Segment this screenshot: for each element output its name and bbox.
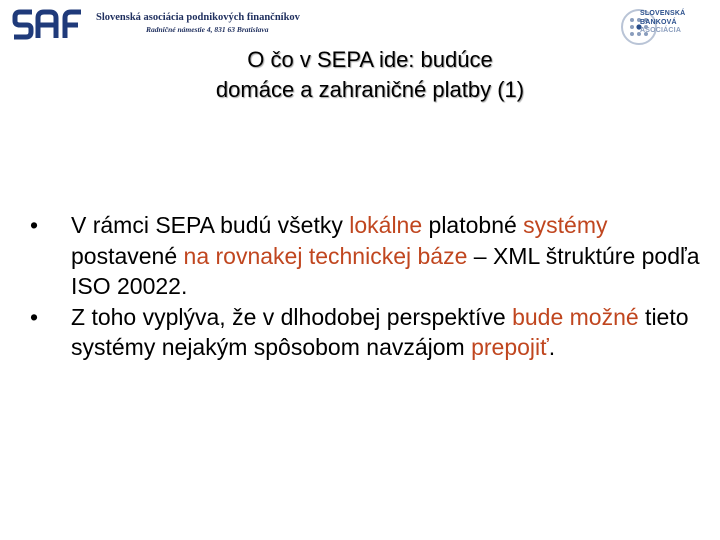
- bank-association-name: SLOVENSKÁ BANKOVÁ ASOCIÁCIA: [640, 10, 686, 34]
- highlighted-text: bude možné: [512, 303, 639, 330]
- highlighted-text: na rovnakej technickej báze: [183, 242, 468, 269]
- bullet-item: [30, 302, 700, 363]
- bullet-marker: •: [30, 212, 39, 238]
- bullet-list: [30, 210, 700, 363]
- bullet-text: Z toho vyplýva, že v dlhodobej perspektíve: [71, 303, 513, 330]
- slide-title: [100, 45, 640, 105]
- saf-logo: [12, 4, 84, 44]
- bullet-text: .: [548, 334, 556, 360]
- highlighted-text: lokálne: [349, 212, 423, 238]
- bullet-text: postavené: [71, 242, 184, 269]
- bullet-text: V rámci SEPA budú všetky: [71, 212, 350, 238]
- highlighted-text: systémy: [523, 212, 608, 238]
- association-name: Slovenská asociácia podnikových finančníkov: [96, 12, 300, 23]
- bullet-text: – XML štruktúre podľa ISO 20022.: [71, 242, 700, 299]
- bullet-marker: •: [30, 303, 39, 330]
- slide-title-line-2: domáce a zahraničné platby (1): [215, 77, 525, 102]
- bullet-text: platobné: [422, 212, 524, 238]
- association-address: Radničné námestie 4, 831 63 Bratislava: [146, 25, 269, 34]
- slide-title-line-1: O čo v SEPA ide: budúce: [247, 47, 493, 72]
- highlighted-text: prepojiť: [471, 334, 549, 360]
- bullet-item: [30, 210, 700, 302]
- bullet-text: tieto systémy nejakým spôsobom navzájom: [71, 303, 689, 360]
- slide-header: [0, 0, 720, 48]
